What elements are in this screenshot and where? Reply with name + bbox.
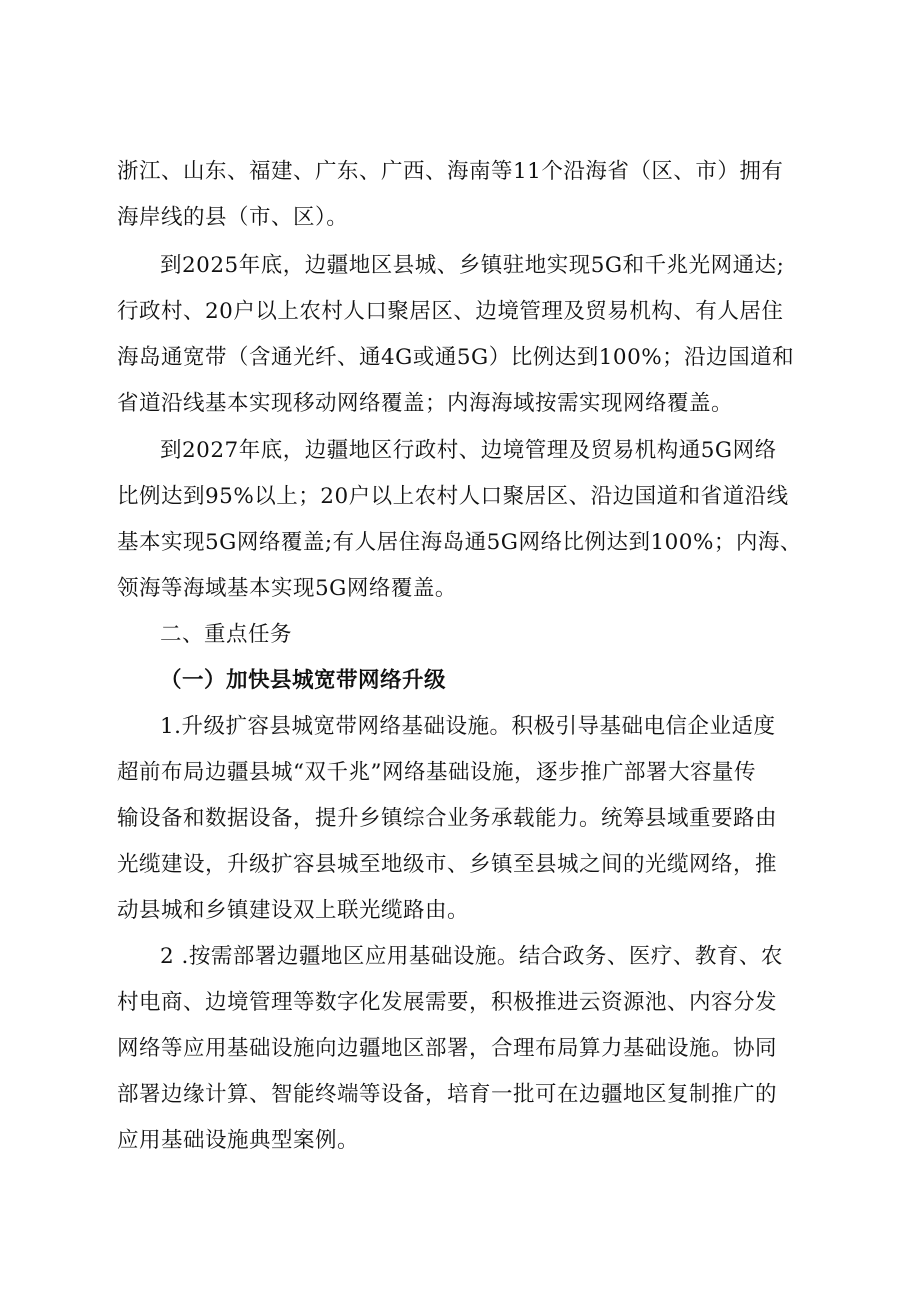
paragraph-line: 领海等海域基本实现5G网络覆盖。: [117, 576, 457, 601]
paragraph-line: 网络等应用基础设施向边疆地区部署，合理布局算力基础设施。协同: [117, 1036, 778, 1061]
section-heading: 二、重点任务: [160, 622, 293, 647]
paragraph-line: 省道沿线基本实现移动网络覆盖；内海海域按需实现网络覆盖。: [117, 391, 734, 416]
paragraph-line: 到2025年底，边疆地区县城、乡镇驻地实现5G和千兆光网通达;: [160, 253, 785, 278]
paragraph-line: 1.升级扩容县城宽带网络基础设施。积极引导基础电信企业适度: [160, 714, 776, 739]
paragraph-line: 部署边缘计算、智能终端等设备，培育一批可在边疆地区复制推广的: [117, 1082, 778, 1107]
paragraph-line: 比例达到95%以上；20户以上农村人口聚居区、沿边国道和省道沿线: [117, 484, 789, 509]
subsection-heading: （一）加快县城宽带网络升级: [160, 668, 447, 693]
paragraph-line: 应用基础设施典型案例。: [117, 1128, 360, 1153]
paragraph-line: 村电商、边境管理等数字化发展需要，积极推进云资源池、内容分发: [117, 990, 778, 1015]
paragraph-line: 海岛通宽带（含通光纤、通4G或通5G）比例达到100%；沿边国道和: [117, 345, 795, 370]
paragraph-line: 输设备和数据设备，提升乡镇综合业务承载能力。统筹县域重要路由: [117, 806, 778, 831]
paragraph-line: 动县城和乡镇建设双上联光缆路由。: [117, 898, 470, 923]
paragraph-line: 浙江、山东、福建、广东、广西、海南等11个沿海省（区、市）拥有: [117, 159, 784, 184]
paragraph-line: 超前布局边疆县城“双千兆”网络基础设施，逐步推广部署大容量传: [117, 760, 756, 785]
paragraph-line: 光缆建设，升级扩容县城至地级市、乡镇至县城之间的光缆网络，推: [117, 852, 778, 877]
paragraph-line: 2 .按需部署边疆地区应用基础设施。结合政务、医疗、教育、农: [160, 944, 783, 969]
paragraph-line: 基本实现5G网络覆盖;有人居住海岛通5G网络比例达到100%；内海、: [117, 530, 802, 555]
paragraph-line: 行政村、20户以上农村人口聚居区、边境管理及贸易机构、有人居住: [117, 299, 784, 324]
paragraph-line: 海岸线的县（市、区）。: [117, 205, 349, 230]
paragraph-line: 到2027年底，边疆地区行政村、边境管理及贸易机构通5G网络: [160, 438, 777, 463]
